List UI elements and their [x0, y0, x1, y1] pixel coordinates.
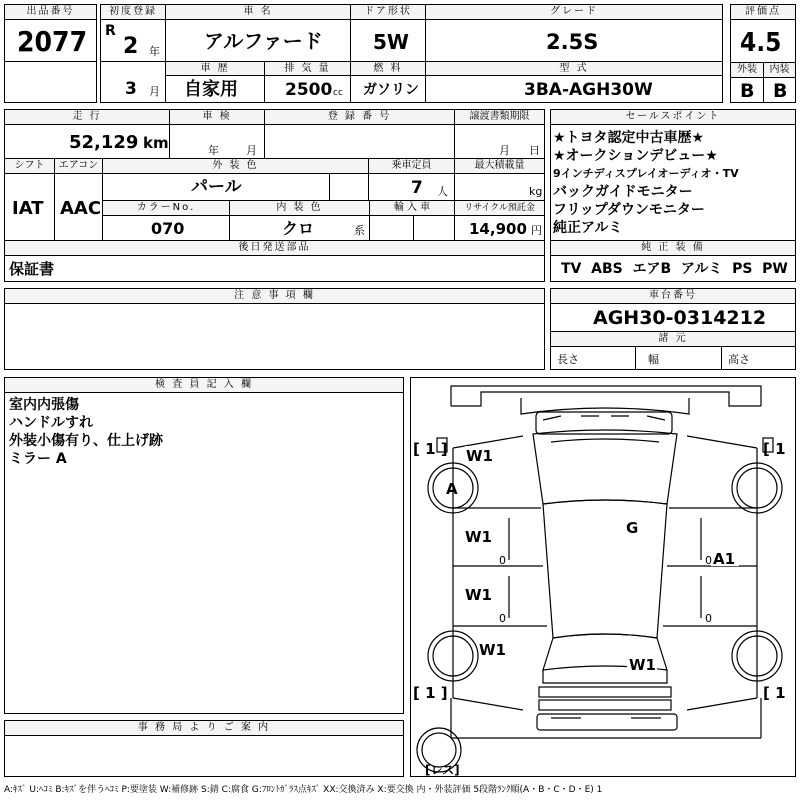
capacity-header: 乗車定員 [368, 158, 455, 174]
capacity: 7 [411, 178, 423, 198]
office-cell [4, 735, 404, 777]
exterior-header: 外装 [730, 62, 764, 78]
lot-blank-cell [4, 61, 97, 103]
grade-header: グレード [425, 4, 723, 20]
transfer-header: 譲渡書類期限 [454, 109, 545, 125]
zero-mark: 0 [705, 554, 712, 567]
sales-points-cell [550, 124, 796, 241]
interior-score: B [773, 80, 788, 102]
transfer-day-unit: 日 [529, 144, 540, 157]
import-header: 輸 入 車 [369, 200, 455, 216]
inspection-year-unit: 年 [208, 144, 219, 157]
sales-point: ★オークションデビュー★ [553, 148, 718, 164]
damage-mark: W1 [479, 641, 506, 659]
tire-depth-label: [ 1 [763, 440, 786, 458]
damage-mark: W1 [466, 447, 493, 465]
capacity-cell [368, 173, 455, 201]
damage-mark: A1 [713, 550, 736, 568]
chassis-no-header: 車台番号 [550, 288, 796, 304]
spec-width-label: 幅 [648, 353, 659, 366]
sales-points-header: セールスポイント [550, 109, 796, 125]
later-parts-header: 後日発送部品 [4, 240, 545, 256]
spare-label: [レス] [425, 763, 460, 776]
capacity-unit: 人 [437, 185, 448, 198]
first-reg-month-cell [100, 75, 166, 103]
history-header: 車 歴 [165, 61, 265, 76]
car-diagram-svg [411, 378, 795, 776]
exterior-score-cell [730, 77, 764, 103]
ext-color: パール [191, 177, 242, 197]
grade-cell [425, 19, 723, 62]
car-name-header: 車 名 [165, 4, 351, 20]
damage-mark: A [446, 480, 458, 498]
standard-equipment-cell [550, 255, 796, 282]
exterior-score: B [740, 80, 755, 102]
recycle-header: リサイクル預託金 [454, 200, 545, 216]
legend-text: A:ｷｽﾞ U:ﾍｺﾐ B:ｷｽﾞを伴うﾍｺﾐ P:要塗装 W:補修跡 S:錆 C:腐食 G:ﾌﾛﾝﾄｶﾞﾗｽ点ｷｽﾞ XX:交換済み X:要交換 内・外装評価 5段階ﾗﾝｸ順(A・B・C・D・E) 1 [4, 785, 603, 795]
chassis-no: AGH30-0314212 [593, 307, 767, 329]
damage-mark: W1 [629, 656, 656, 674]
displacement-cell [264, 75, 351, 103]
sales-point: 9インチディスプレイオーディオ・TV [553, 167, 739, 180]
chassis-no-cell [550, 303, 796, 332]
first-reg-year-cell [100, 19, 166, 62]
mileage-header: 走 行 [4, 109, 170, 125]
displacement: 2500 [285, 80, 333, 100]
car-name-cell [165, 19, 351, 62]
tire-depth-label: [ 1 [763, 684, 786, 702]
inspection-cell [169, 124, 265, 159]
inspection-header: 車 検 [169, 109, 265, 125]
inspector-note: 外装小傷有り、仕上げ跡 [9, 433, 163, 449]
model-code: 3BA-AGH30W [524, 80, 653, 100]
inspector-note: 室内内張傷 [9, 397, 79, 413]
ext-color-extra-cell [329, 173, 369, 201]
first-reg-spacer [100, 61, 166, 76]
recycle-unit: 円 [531, 224, 542, 237]
damage-diagram [410, 377, 796, 777]
model-header: 型 式 [425, 61, 723, 76]
later-parts-cell [4, 255, 545, 282]
inspector-header: 検 査 員 記 入 欄 [4, 377, 404, 393]
model-cell [425, 75, 723, 103]
aircon: AAC [60, 198, 102, 219]
inspector-note: ミラー A [9, 451, 67, 467]
damage-mark: W1 [465, 586, 492, 604]
inspector-notes-cell [4, 392, 404, 714]
sales-point: ★トヨタ認定中古車歴★ [553, 130, 705, 146]
history-cell [165, 75, 265, 103]
lot-number: 2077 [17, 25, 88, 58]
door-type: 5W [373, 30, 409, 54]
era: R [105, 23, 116, 39]
ext-color-header: 外 装 色 [102, 158, 369, 174]
aircon-cell [54, 173, 103, 241]
registration-header: 登 録 番 号 [264, 109, 455, 125]
recycle-cell [454, 215, 545, 241]
mileage-unit: km [143, 134, 169, 152]
displacement-header: 排 気 量 [264, 61, 351, 76]
office-header: 事 務 局 よ り ご 案 内 [4, 720, 404, 736]
lot-header: 出品番号 [4, 4, 97, 20]
shift: IAT [12, 198, 44, 219]
displacement-unit: cc [333, 88, 343, 98]
door-cell [350, 19, 426, 62]
zero-mark: 0 [499, 612, 506, 625]
standard-equipment: TV ABS エアB アルミ PS PW [561, 261, 788, 277]
color-no: 070 [151, 219, 185, 238]
sales-point: フリップダウンモニター [553, 202, 705, 218]
car-name: アルファード [204, 29, 323, 53]
spec-width-cell [635, 346, 722, 370]
score-header: 評価点 [730, 4, 796, 20]
max-load-cell [454, 173, 545, 201]
inspector-note: ハンドルすれ [9, 415, 93, 431]
inspection-month-unit: 月 [246, 144, 257, 157]
spec-length-cell [550, 346, 636, 370]
later-parts: 保証書 [9, 260, 55, 278]
import-extra-cell [413, 215, 455, 241]
first-reg-month: 3 [125, 79, 137, 99]
standard-equipment-header: 純 正 装 備 [550, 240, 796, 256]
int-color-cell [229, 215, 370, 241]
sales-point: バックガイドモニター [553, 184, 693, 200]
registration-cell [264, 124, 455, 159]
tire-depth-label: [ 1 ] [413, 440, 448, 458]
transfer-month-unit: 月 [499, 144, 510, 157]
sales-point: 純正アルミ [553, 220, 623, 236]
notes-cell [4, 303, 545, 370]
zero-mark: 0 [705, 612, 712, 625]
max-load-header: 最大積載量 [454, 158, 545, 174]
aircon-header: エアコン [54, 158, 103, 174]
int-color-header: 内 装 色 [229, 200, 370, 216]
zero-mark: 0 [499, 554, 506, 567]
transfer-cell [454, 124, 545, 159]
interior-score-cell [763, 77, 796, 103]
spec-length-label: 長さ [557, 353, 579, 366]
year-unit: 年 [149, 45, 160, 58]
shift-header: シフト [4, 158, 55, 174]
specs-header: 諸 元 [550, 331, 796, 347]
tire-depth-label: [ 1 ] [413, 684, 448, 702]
notes-header: 注 意 事 項 欄 [4, 288, 545, 304]
color-no-header: カラーNo. [102, 200, 230, 216]
score-cell [730, 19, 796, 63]
spec-height-label: 高さ [728, 353, 750, 366]
mileage: 52,129 [69, 132, 139, 153]
overall-score: 4.5 [740, 28, 782, 58]
max-load-unit: kg [529, 185, 543, 198]
damage-mark: G [626, 519, 639, 537]
fuel: ガソリン [363, 82, 419, 98]
history: 自家用 [184, 79, 238, 100]
int-color: クロ [282, 219, 315, 238]
lot-number-cell [4, 19, 97, 62]
shift-cell [4, 173, 55, 241]
door-header: ドア形状 [350, 4, 426, 20]
int-color-unit: 系 [354, 224, 365, 237]
first-reg-year: 2 [123, 34, 139, 59]
first-reg-header: 初度登録 [100, 4, 166, 20]
damage-mark: W1 [465, 528, 492, 546]
mileage-cell [4, 124, 170, 159]
recycle-fee: 14,900 [469, 220, 527, 238]
tires [417, 463, 782, 772]
grade: 2.5S [546, 30, 599, 54]
spec-height-cell [721, 346, 796, 370]
fuel-cell [350, 75, 426, 103]
color-no-cell [102, 215, 230, 241]
month-unit: 月 [149, 85, 160, 98]
fuel-header: 燃 料 [350, 61, 426, 76]
interior-header: 内装 [763, 62, 796, 78]
